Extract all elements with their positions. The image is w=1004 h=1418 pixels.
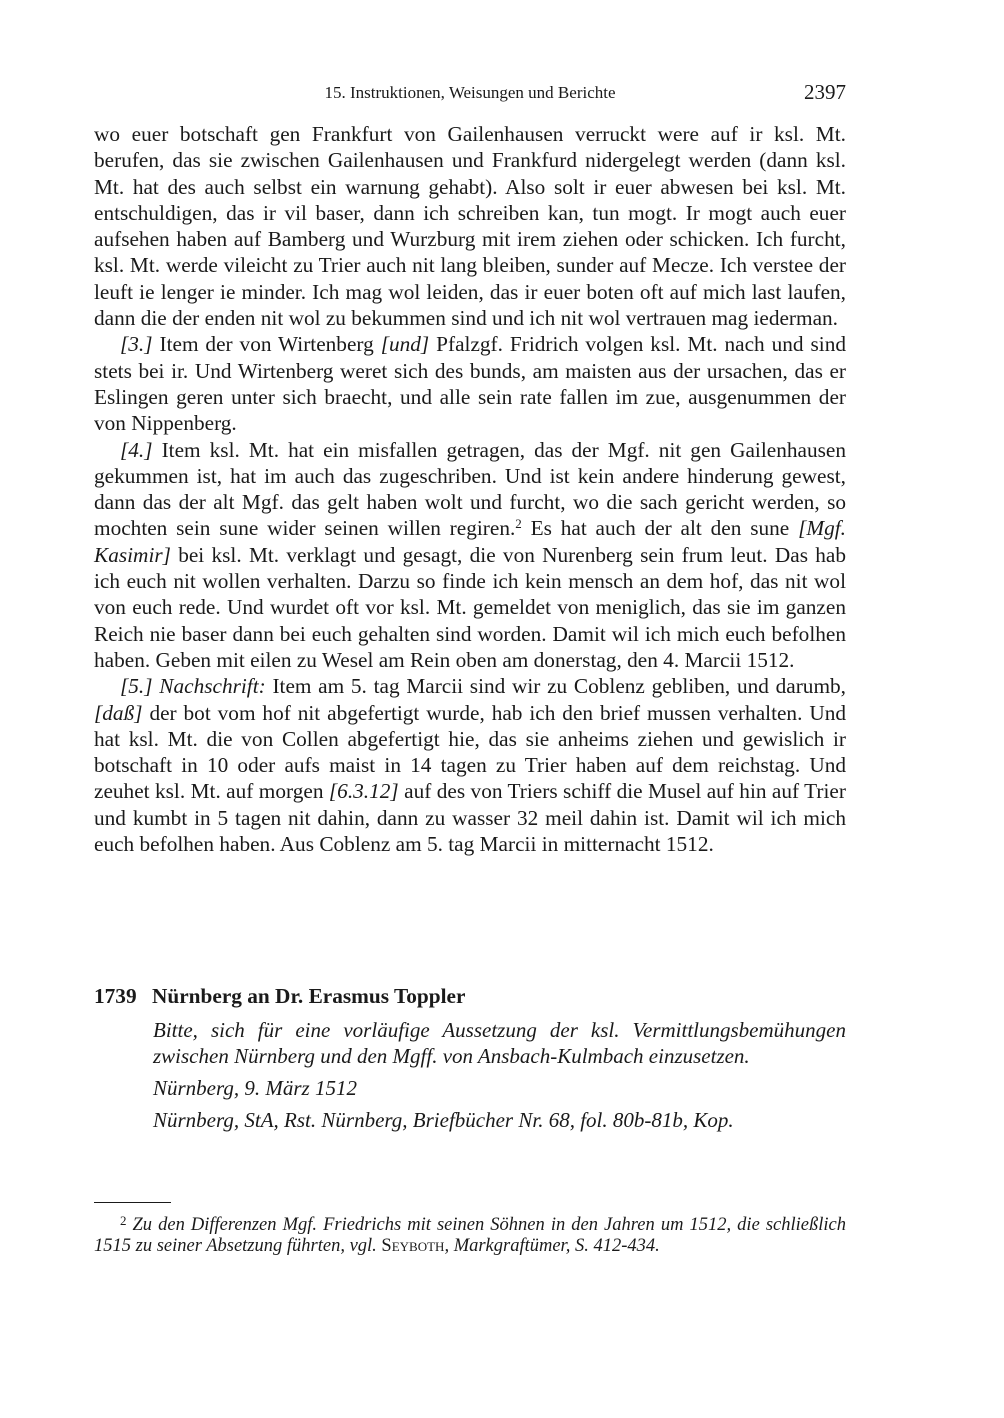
editorial-insertion: [Mgf. Kasimir] bbox=[94, 516, 846, 567]
editorial-date: [6.3.12] bbox=[328, 779, 399, 804]
document-heading bbox=[94, 984, 846, 1009]
footnote bbox=[94, 1210, 846, 1257]
footnote-text: , Markgraftümer, S. 412-434. bbox=[444, 1236, 660, 1256]
section-marker: [5.] Nachschrift: bbox=[120, 674, 266, 699]
footnote-number: 2 bbox=[120, 1213, 127, 1228]
edition-text bbox=[94, 121, 846, 857]
page-number: 2397 bbox=[804, 80, 846, 104]
paragraph-section-4 bbox=[94, 437, 846, 674]
paragraph-text: auf des von Triers schiff die Musel auf hin auf Trier und kumbt in 5 tagen nit dahin, dann zu wasser 32 meil dahin ist. Damit wil ich mich euch befolhen haben. Aus Coblenz am 5. tag Marcii in mitternacht 1512. bbox=[94, 779, 846, 857]
paragraph-section-5 bbox=[94, 673, 846, 857]
section-marker: [4.] bbox=[120, 437, 153, 462]
document-date: Nürnberg, 9. März 1512 bbox=[153, 1076, 357, 1100]
editorial-insertion: [und] bbox=[380, 332, 430, 357]
paragraph-text: Pfalzgf. Fridrich volgen ksl. Mt. nach und sind stets bei ir. Und Wirtenberg weret sich des bunds, am maisten aus der ursachen, das er Eslingen geren unter sich braecht, und alle sein rate fallen im zue, ausgenummen der von Nippenberg. bbox=[94, 332, 846, 436]
paragraph-text: Item der von Wirtenberg bbox=[152, 332, 381, 357]
running-title: 15. Instruktionen, Weisungen und Berichte bbox=[324, 83, 616, 102]
footnote-text: Zu den Differenzen Mgf. Friedrichs mit seinen Söhnen in den Jahren um 1512, die schließlich 1515 zu seiner Absetzung führten, vgl. bbox=[94, 1215, 846, 1256]
document-source: Nürnberg, StA, Rst. Nürnberg, Briefbücher Nr. 68, fol. 80b-81b, Kop. bbox=[153, 1108, 734, 1132]
document-title: Nürnberg an Dr. Erasmus Toppler bbox=[152, 984, 466, 1008]
footnote-reference[interactable]: 2 bbox=[515, 516, 522, 532]
paragraph-text: bei ksl. Mt. verklagt und gesagt, die von Nurenberg sein frum leut. Das hab ich euch nit wollen verhalten. Darzu so finde ich kein mensch an dem hof, das nit wol von euch rede. Und wurdet oft vor ksl. Mt. gemeldet von meniglich, das sie im ganzen Reich nie baser dann bei euch gehalten sind worden. Damit wil ich mich euch befolhen haben. Geben mit eilen zu Wesel am Rein oben am donerstag, den 4. Marcii 1512. bbox=[94, 542, 846, 672]
paragraph-text: Item ksl. Mt. hat ein misfallen getragen, das der Mgf. nit gen Gailenhausen gekummen ist, hat im auch das zugeschriben. Und ist kein andere hinderung gewest, dann das der alt Mgf. das gelt haben wolt und furcht, wo die sach gericht werden, so mochten sein sune wider seinen willen regiren. bbox=[94, 437, 846, 541]
paragraph-text: Item am 5. tag Marcii sind wir zu Coblenz gebliben, und darumb, bbox=[265, 674, 846, 699]
paragraph-text: der bot vom hof nit abgefertigt wurde, hab ich den brief mussen verhalten. Und hat ksl. Mt. die von Collen abgefertigt hie, das sie anheims ziehen und gewislich ir botschaft in 10 oder aufs maist in 14 tagen zu Trier haben auf dem reichstag. Und zeuhet ksl. Mt. auf morgen bbox=[94, 700, 846, 804]
paragraph-section-3 bbox=[94, 331, 846, 436]
running-head bbox=[94, 80, 846, 110]
editorial-insertion: [daß] bbox=[94, 700, 143, 725]
paragraph-continuation: wo euer botschaft gen Frankfurt von Gailenhausen verruckt were auf ir ksl. Mt. berufen, das sie zwischen Gailenhausen und Frankfurd nidergelegt werden (dann ksl. Mt. hat des auch selbst ein warnung gehabt). Also solt ir euer abwesen bei ksl. Mt. entschuldigen, das ir vil baser, dann ich schreiben kan, tun mogt. Ir mogt auch euer aufsehen haben auf Bamberg und Wurzburg mit irem ziehen oder schicken. Ich furcht, ksl. Mt. werde vileicht zu Trier auch nit lang bleiben, sunder auf Mecze. Ich verstee der leuft ie lenger ie minder. Ich mag wol leiden, das ir euer boten oft auf mich last laufen, dann die der enden nit wol zu bekummen sind und ich nit wol vertrauen mag iederman. bbox=[94, 122, 846, 331]
document-regest bbox=[153, 1017, 846, 1133]
footnote-divider bbox=[94, 1202, 171, 1203]
document-number: 1739 bbox=[94, 984, 137, 1008]
section-marker: [3.] bbox=[120, 332, 153, 357]
footnote-author: Seyboth bbox=[381, 1236, 445, 1256]
paragraph-text: Es hat auch der alt den sune bbox=[521, 516, 799, 541]
regest-summary: Bitte, sich für eine vorläufige Aussetzung der ksl. Vermittlungsbemühungen zwischen Nürnberg und den Mgff. von Ansbach-Kulmbach einzusetzen. bbox=[153, 1018, 846, 1068]
